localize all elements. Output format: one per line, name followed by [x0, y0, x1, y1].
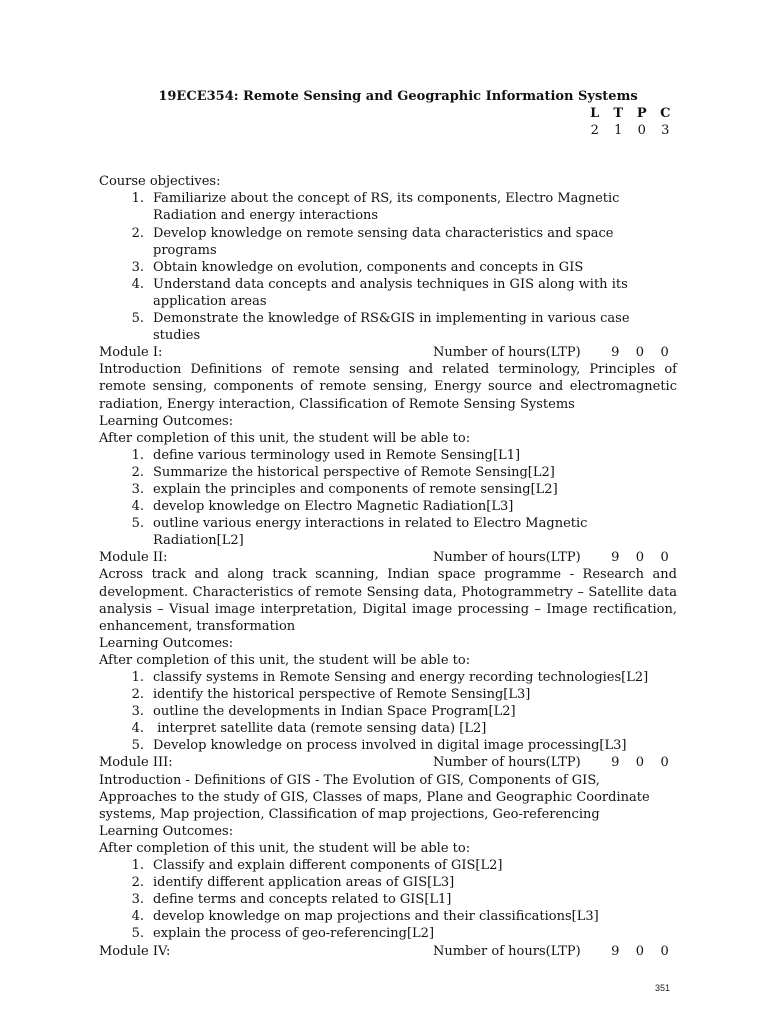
- ltpc-c-label: C: [660, 106, 671, 122]
- ltpc-t-label: T: [613, 106, 624, 122]
- hours-label: Number of hours(LTP): [432, 943, 581, 959]
- learning-outcomes-intro: After completion of this unit, the student will be able to:: [99, 430, 471, 446]
- module-2-outcomes: [99, 669, 677, 754]
- objectives-list: [99, 190, 677, 344]
- ltpc-p-value: 0: [637, 123, 646, 139]
- ltpc-header: [99, 105, 677, 122]
- hours-label: Number of hours(LTP): [432, 550, 581, 566]
- ltpc-c-value: 3: [661, 123, 670, 139]
- learning-outcomes-heading: Learning Outcomes:: [99, 635, 234, 651]
- objectives-heading: Course objectives:: [99, 174, 221, 190]
- course-title: 19ECE354: Remote Sensing and Geographic Information Systems: [158, 89, 638, 104]
- ltpc-p-label: P: [636, 106, 647, 122]
- module-1-header: Module I: Number of hours(LTP) 9 0 0: [99, 345, 669, 361]
- list-item: 4. develop knowledge on Electro Magnetic Radiation[L3]: [131, 499, 514, 515]
- list-item: 4. interpret satellite data (remote sensing data) [L2]: [131, 721, 487, 737]
- list-item: 3. explain the principles and components of remote sensing[L2]: [131, 481, 558, 497]
- learning-outcomes-intro: After completion of this unit, the student will be able to:: [99, 840, 471, 856]
- module-2-content: Across track and along track scanning, Indian space programme - Research and development. Characteristics of remote Sensing data, Photogrammetry – Satellite data analysis – Visual image interpretation, Digital image processing – Image rectification, enhancement, transformation: [99, 567, 677, 634]
- list-item: 2. identify the historical perspective of Remote Sensing[L3]: [131, 687, 531, 703]
- module-3-header: Module III: Number of hours(LTP) 9 0 0: [99, 755, 669, 771]
- list-item: 2. Summarize the historical perspective of Remote Sensing[L2]: [131, 464, 555, 480]
- list-item: 4. Understand data concepts and analysis techniques in GIS along with its application areas: [131, 276, 628, 309]
- module-name: Module II:: [99, 550, 168, 566]
- page-number: 351: [655, 983, 671, 993]
- ltpc-l-label: L: [590, 106, 600, 122]
- list-item: 3. outline the developments in Indian Space Program[L2]: [131, 704, 516, 720]
- list-item: 1. Classify and explain different components of GIS[L2]: [131, 858, 503, 874]
- syllabus-page: [99, 88, 677, 960]
- list-item: 1. Familiarize about the concept of RS, its components, Electro Magnetic Radiation and energy interactions: [131, 191, 620, 224]
- module-name: Module IV:: [99, 943, 171, 959]
- list-item: 5. Demonstrate the knowledge of RS&GIS in implementing in various case studies: [131, 311, 630, 344]
- learning-outcomes-heading: Learning Outcomes:: [99, 823, 234, 839]
- list-item: 5. outline various energy interactions in related to Electro Magnetic Radiation[L2]: [131, 516, 588, 549]
- module-name: Module I:: [99, 345, 163, 361]
- hours-label: Number of hours(LTP): [432, 345, 581, 361]
- list-item: 1. define various terminology used in Remote Sensing[L1]: [131, 447, 521, 463]
- module-3-outcomes: [99, 857, 677, 942]
- list-item: 3. define terms and concepts related to GIS[L1]: [131, 892, 452, 908]
- module-3-content: Introduction - Definitions of GIS - The Evolution of GIS, Components of GIS, Approaches to the study of GIS, Classes of maps, Plane and Geographic Coordinate systems, Map projection, Classification of map projections, Geo-referencing: [99, 772, 650, 822]
- module-2-header: Module II: Number of hours(LTP) 9 0 0: [99, 550, 669, 566]
- list-item: 3. Obtain knowledge on evolution, components and concepts in GIS: [131, 259, 584, 275]
- module-1-content: Introduction Definitions of remote sensing and related terminology, Principles of remote sensing, components of remote sensing, Energy source and electromagnetic radiation, Energy interaction, Classification of Remote Sensing Systems: [99, 362, 677, 412]
- list-item: 2. Develop knowledge on remote sensing data characteristics and space programs: [131, 225, 614, 258]
- learning-outcomes-heading: Learning Outcomes:: [99, 413, 234, 429]
- learning-outcomes-intro: After completion of this unit, the student will be able to:: [99, 652, 471, 668]
- ltpc-values: [99, 122, 677, 139]
- module-name: Module III:: [99, 755, 173, 771]
- list-item: 2. identify different application areas of GIS[L3]: [131, 875, 455, 891]
- ltpc-t-value: 1: [614, 123, 623, 139]
- list-item: 5. Develop knowledge on process involved in digital image processing[L3]: [131, 738, 627, 754]
- ltpc-l-value: 2: [590, 123, 599, 139]
- list-item: 4. develop knowledge on map projections and their classifications[L3]: [131, 909, 599, 925]
- list-item: 5. explain the process of geo-referencing[L2]: [131, 926, 435, 942]
- list-item: 1. classify systems in Remote Sensing and energy recording technologies[L2]: [131, 670, 649, 685]
- module-4-header: Module IV: Number of hours(LTP) 9 0 0: [99, 943, 669, 959]
- hours-label: Number of hours(LTP): [432, 755, 581, 771]
- module-1-outcomes: [99, 447, 677, 550]
